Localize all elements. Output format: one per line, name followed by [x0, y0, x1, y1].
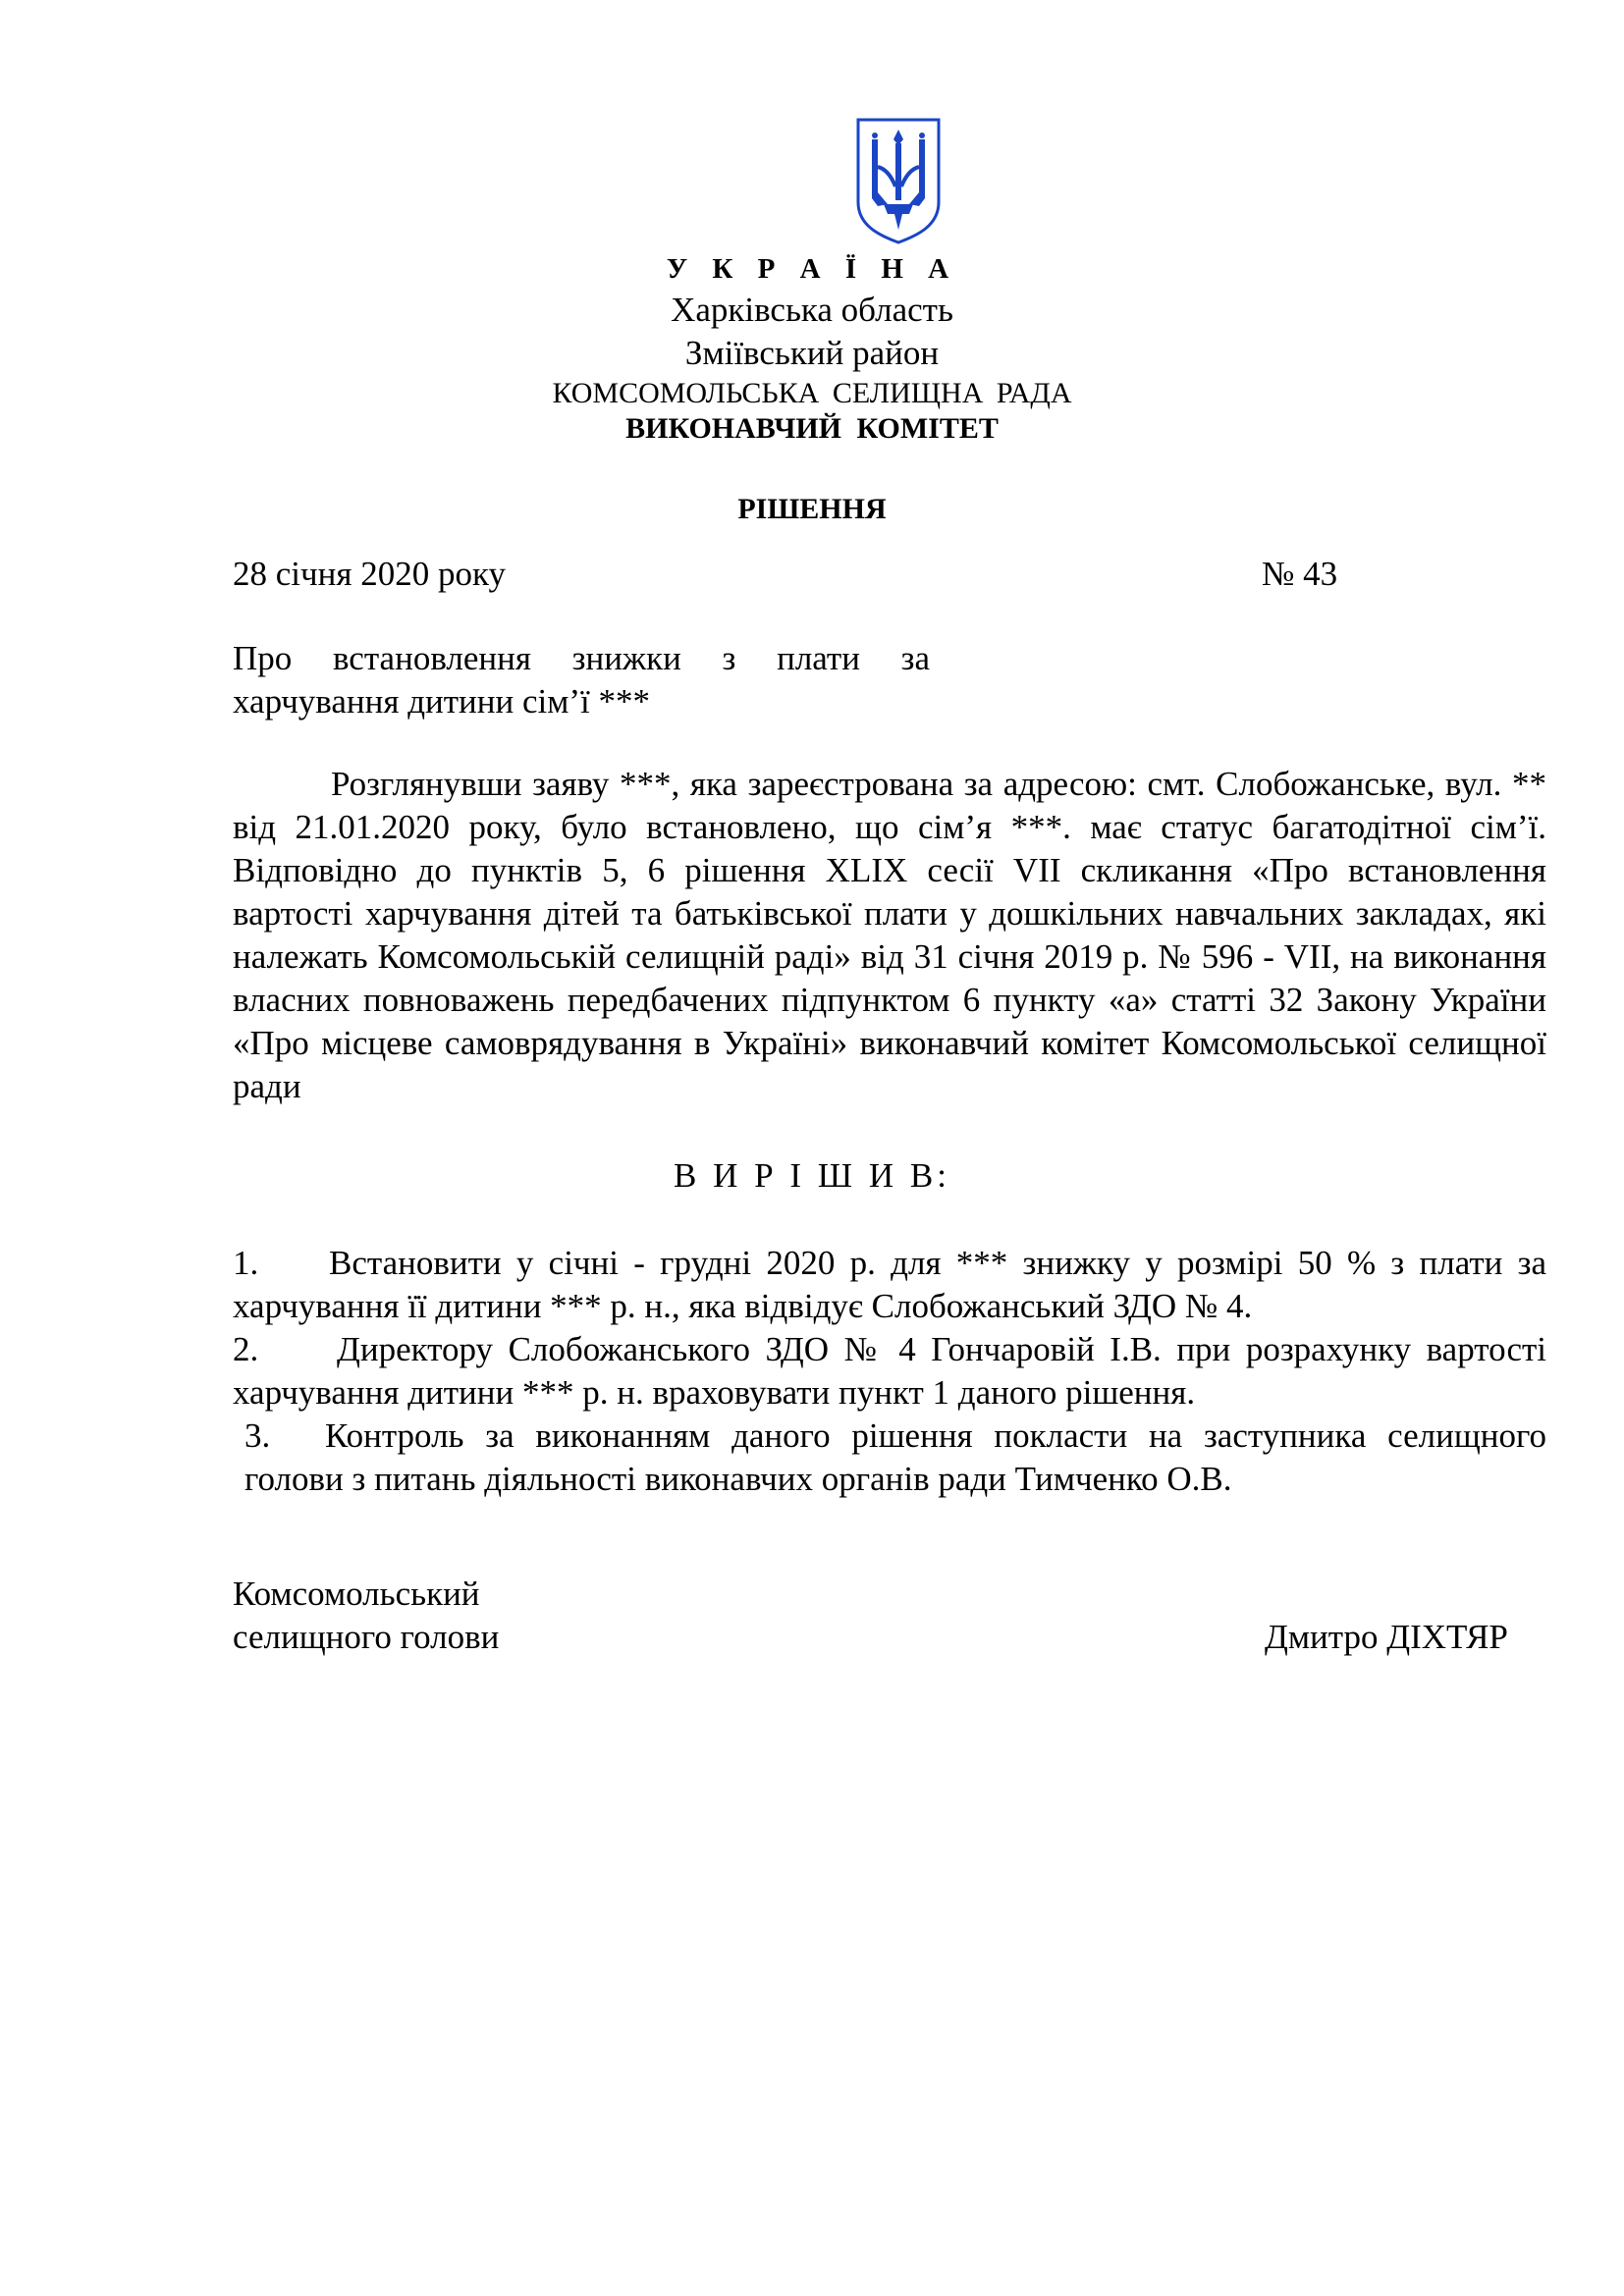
document-subject: Про встановлення знижки з плати за харчування дитини сім’ї *** [233, 639, 930, 721]
region-name: Харківська область [671, 291, 953, 329]
item-text: Директору Слобожанського ЗДО № 4 Гончаровій І.В. при розрахунку вартості харчування дитини *** р. н. враховувати пункт 1 даного рішення. [233, 1330, 1546, 1412]
signatory-title-line2: селищного голови [233, 1618, 500, 1656]
item-text: Контроль за виконанням даного рішення покласти на заступника селищного голови з питань діяльності виконавчих органів ради Тимченко О.В. [244, 1416, 1546, 1498]
committee-name: ВИКОНАВЧИЙ КОМІТЕТ [625, 412, 999, 445]
list-item [233, 1415, 1546, 1501]
signatory-name: Дмитро ДІХТЯР [1265, 1618, 1508, 1656]
item-text: Встановити у січні - грудні 2020 р. для *** знижку у розмірі 50 % з плати за харчування її дитини *** р. н., яка відвідує Слобожанський ЗДО № 4. [233, 1244, 1546, 1325]
resolved-heading: В И Р І Ш И В: [674, 1156, 950, 1195]
ukraine-trident-emblem-icon [854, 116, 943, 245]
resolution-items [233, 1242, 1546, 1501]
country-name: У К Р А Ї Н А [666, 253, 958, 285]
list-item [233, 1242, 1546, 1328]
item-number: 1. [233, 1244, 259, 1282]
signatory-title-line1: Комсомольський [233, 1575, 480, 1613]
item-number: 3. [244, 1416, 271, 1455]
document-type: РІШЕННЯ [737, 493, 887, 525]
document-date: 28 січня 2020 року [233, 555, 506, 593]
signatory-title [233, 1573, 499, 1659]
document-preamble: Розглянувши заяву ***, яка зареєстрована за адресою: смт. Слобожанське, вул. ** від 21.01.2020 року, було встановлено, що сім’я ***. має статус багатодітної сім’ї. Відповідно до пунктів 5, 6 рішення XLIX сесії VII скликання «Про встановлення вартості харчування дітей та батьківської плати у дошкільних навчальних закладах, які належать Комсомольській селищній раді» від 31 січня 2019 р. № 596 - VII, на виконання власних повноважень передбачених підпунктом 6 пункту «а» статті 32 Закону України «Про місцеве самоврядування в Україні» виконавчий комітет Комсомольської селищної ради [233, 765, 1546, 1105]
district-name: Зміївський район [684, 334, 940, 372]
council-name: КОМСОМОЛЬСЬКА СЕЛИЩНА РАДА [552, 377, 1072, 409]
document-number: № 43 [1262, 555, 1338, 593]
item-number: 2. [233, 1330, 259, 1368]
list-item [233, 1328, 1546, 1415]
